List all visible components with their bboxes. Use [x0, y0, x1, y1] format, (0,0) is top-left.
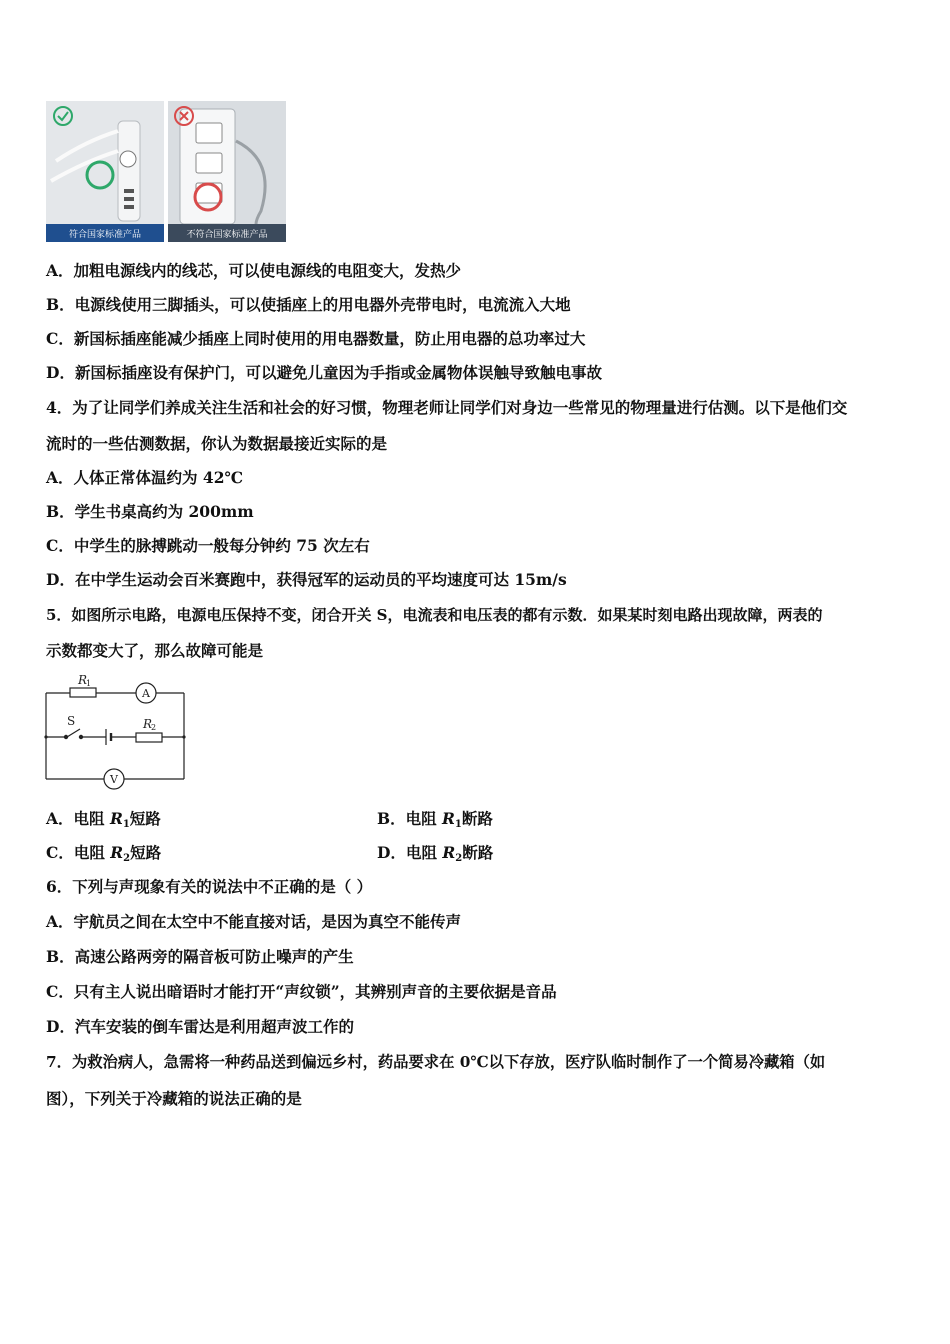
r1-label: R: [78, 673, 88, 687]
q5-stem-line2: 示数都变大了，那么故障可能是: [46, 641, 264, 660]
q3-option-a: A．加粗电源线内的线芯，可以使电源线的电阻变大，发热少: [46, 261, 462, 280]
q6-option-c: C．只有主人说出暗语时才能打开“声纹锁”，其辨别声音的主要依据是音品: [46, 982, 557, 1001]
q4-stem-line1: 4．为了让同学们养成关注生活和社会的好习惯，物理老师让同学们对身边一些常见的物理量进行估测。以下是他们交: [46, 398, 848, 417]
q7-stem-line2: 图），下列关于冷藏箱的说法正确的是: [46, 1089, 302, 1108]
circuit-diagram: [40, 672, 190, 790]
r2-label: R: [143, 717, 153, 731]
q5-option-b: B．电阻 $R_1$断路: [377, 809, 493, 830]
r1-sub: 1: [86, 679, 92, 688]
q4-option-d: D．在中学生运动会百米赛跑中，获得冠军的运动员的平均速度可达 15m/s: [46, 570, 567, 589]
q6-option-a: A．宇航员之间在太空中不能直接对话，是因为真空不能传声: [46, 912, 462, 931]
q3-option-b: B．电源线使用三脚插头，可以使插座上的用电器外壳带电时，电流流入大地: [46, 295, 571, 314]
q4-option-c: C．中学生的脉搏跳动一般每分钟约 75 次左右: [46, 536, 370, 555]
resistor-r2: [136, 733, 162, 742]
q3-option-c: C．新国标插座能减少插座上同时使用的用电器数量，防止用电器的总功率过大: [46, 329, 586, 348]
switch-s: [67, 729, 80, 737]
q6-option-b: B．高速公路两旁的隔音板可防止噪声的产生: [46, 947, 354, 966]
right-caption: 不符合国家标准产品: [186, 230, 268, 240]
voltmeter-label: V: [110, 773, 118, 786]
switch-label: S: [67, 714, 76, 728]
power-strip-photo: [46, 101, 286, 242]
q6-option-d: D．汽车安装的倒车雷达是利用超声波工作的: [46, 1017, 354, 1036]
q5-option-d: D．电阻 $R_2$断路: [377, 843, 494, 864]
q4-option-a: A．人体正常体温约为 42℃: [46, 468, 244, 487]
q5-option-a: A．电阻 $R_1$短路: [46, 809, 161, 830]
q5-option-c: C．电阻 $R_2$短路: [46, 843, 162, 864]
q3-option-d: D．新国标插座设有保护门，可以避免儿童因为手指或金属物体误触导致触电事故: [46, 363, 602, 382]
q6-stem: 6．下列与声现象有关的说法中不正确的是（ ）: [46, 877, 373, 896]
q4-option-b: B．学生书桌高约为 200mm: [46, 502, 254, 521]
resistor-r1: [70, 688, 96, 697]
r2-sub: 2: [151, 723, 157, 732]
left-caption: 符合国家标准产品: [68, 230, 142, 240]
q7-stem-line1: 7．为救治病人，急需将一种药品送到偏远乡村，药品要求在 0℃以下存放，医疗队临时制作了一个简易冷藏箱（如: [46, 1053, 826, 1071]
q5-stem-line1: 5．如图所示电路，电源电压保持不变，闭合开关 S，电流表和电压表的都有示数．如果某时刻电路出现故障，两表的: [46, 606, 823, 624]
q4-stem-line2: 流时的一些估测数据，你认为数据最接近实际的是: [46, 434, 388, 453]
ammeter-label: A: [142, 687, 150, 700]
